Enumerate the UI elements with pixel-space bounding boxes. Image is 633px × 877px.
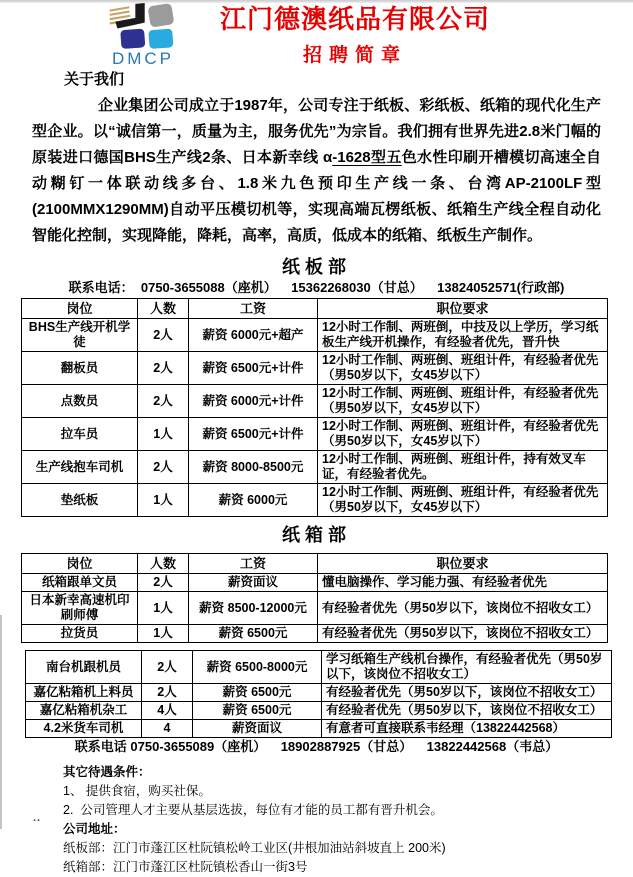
page-edge-line xyxy=(0,615,2,829)
cell-requirement: 学习纸箱生产线机台操作，有经验者优先（男50岁以下，该岗位不招收女工） xyxy=(322,651,612,684)
cell-position: 翻板员 xyxy=(22,352,138,385)
stray-marks: .. xyxy=(33,812,42,824)
table-row xyxy=(22,451,608,484)
cell-requirement: 有经验者优先（男50岁以下，该岗位不招收女工） xyxy=(322,684,612,702)
carton-section-title: 纸箱部 xyxy=(282,525,351,545)
header-position: 岗位 xyxy=(22,554,138,574)
cell-requirement: 12小时工作制、两班倒、班组计件，有经验者优先（男50岁以下，女45岁以下） xyxy=(318,352,608,385)
cell-count: 2人 xyxy=(138,451,189,484)
cell-position: 纸箱跟单文员 xyxy=(22,574,138,592)
cell-position: BHS生产线开机学徒 xyxy=(22,319,138,352)
cell-count: 2人 xyxy=(138,385,189,418)
cell-count: 2人 xyxy=(138,352,189,385)
cell-count: 2人 xyxy=(138,319,189,352)
table-row xyxy=(22,484,608,517)
cell-position: 点数员 xyxy=(22,385,138,418)
about-text-1: 企业集团公司成立于1987年，公司专注于纸板、彩纸板、纸箱的现代化生产型企业。以“诚信第一，质量为主，服务优先”为宗旨。我们拥有世界先进2.8米门幅的原装进口德国BHS生产线2条、日本新幸线 α xyxy=(32,97,601,166)
cell-requirement: 有意者可直接联系韦经理（13822442568） xyxy=(322,720,612,738)
cell-requirement: 12小时工作制、两班倒、班组计件，持有效叉车证，有经验者优先。 xyxy=(318,451,608,484)
table-row xyxy=(22,625,608,643)
cell-requirement: 12小时工作制、两班倒、班组计件，有经验者优先（男50岁以下，女45岁以下） xyxy=(318,385,608,418)
table-header-row xyxy=(22,554,608,574)
cell-salary: 薪资 6000元+计件 xyxy=(189,385,318,418)
doc-title: 招聘简章 xyxy=(302,45,407,66)
cell-position: 嘉亿粘箱机上料员 xyxy=(26,684,142,702)
cell-position: 嘉亿粘箱机杂工 xyxy=(26,702,142,720)
cell-count: 1人 xyxy=(138,625,189,643)
table-split-gap xyxy=(0,643,633,648)
cell-requirement: 有经验者优先（男50岁以下，该岗位不招收女工） xyxy=(322,702,612,720)
company-logo xyxy=(95,3,191,68)
cell-salary: 薪资 6500元+计件 xyxy=(189,352,318,385)
header-salary: 工资 xyxy=(189,554,318,574)
carton-contact-line: 联系电话 0750-3655089（座机） 18902887925（甘总） 13822442568（韦总） xyxy=(74,739,559,754)
address-item: 纸板部：江门市蓬江区杜阮镇松岭工业区(井根加油站斜坡直上 200米) xyxy=(63,841,446,855)
cell-count: 2人 xyxy=(138,574,189,592)
cell-salary: 薪资 6500元 xyxy=(193,702,322,720)
header-salary: 工资 xyxy=(189,299,318,319)
header-count: 人数 xyxy=(138,554,189,574)
cell-requirement: 12小时工作制、两班倒、班组计件，有经验者优先（男50岁以下，女45岁以下） xyxy=(318,484,608,517)
table-row xyxy=(22,319,608,352)
table-row xyxy=(26,651,612,684)
cell-requirement: 12小时工作制、两班倒，中技及以上学历，学习纸板生产线开机操作，有经验者优先，晋升快 xyxy=(318,319,608,352)
table-header-row xyxy=(22,299,608,319)
header-requirement: 职位要求 xyxy=(318,554,608,574)
cell-count: 1人 xyxy=(138,418,189,451)
cell-salary: 薪资 8500-12000元 xyxy=(189,592,318,625)
document-header xyxy=(0,0,633,68)
title-block xyxy=(185,4,525,67)
table-row xyxy=(26,720,612,738)
cell-salary: 薪资 6000元 xyxy=(189,484,318,517)
carton-jobs-table-upper xyxy=(21,553,608,643)
address-item: 纸箱部：江门市蓬江区杜阮镇松香山一街3号 xyxy=(63,860,308,874)
board-section-title: 纸板部 xyxy=(282,257,351,277)
about-text-2: 色水性印刷开槽模切高速全自动糊钉一体联动线多台、1.8米九色预印生产线一条、台湾AP-2100LF型(2100MMX1290MM)自动平压模切机等，实现高端瓦楞纸板、纸箱生产线全程自动化智能化控制，实现降能，降耗，高率，高质，低成本的纸箱、纸板生产制作。 xyxy=(32,149,601,244)
cell-position: 4.2米货车司机 xyxy=(26,720,142,738)
board-jobs-table xyxy=(21,298,608,517)
document-footer xyxy=(63,763,633,877)
cell-salary: 薪资面议 xyxy=(189,574,318,592)
table-row xyxy=(22,592,608,625)
table-row xyxy=(22,418,608,451)
about-paragraph xyxy=(32,93,601,249)
header-requirement: 职位要求 xyxy=(318,299,608,319)
carton-jobs-table-lower xyxy=(25,650,612,738)
cell-requirement: 有经验者优先（男50岁以下，该岗位不招收女工） xyxy=(318,592,608,625)
cell-position: 日本新幸高速机印刷师傅 xyxy=(22,592,138,625)
cell-salary: 薪资 8000-8500元 xyxy=(189,451,318,484)
logo-text: DMCP xyxy=(111,49,175,68)
cell-count: 2人 xyxy=(142,651,193,684)
cell-position: 生产线抱车司机 xyxy=(22,451,138,484)
about-text-underlined: -1628型五 xyxy=(332,149,402,166)
cell-requirement: 懂电脑操作、学习能力强、有经验者优先 xyxy=(318,574,608,592)
cell-count: 4人 xyxy=(142,702,193,720)
table-row xyxy=(22,352,608,385)
cell-salary: 薪资面议 xyxy=(193,720,322,738)
cell-position: 南台机跟机员 xyxy=(26,651,142,684)
company-name: 江门德澳纸品有限公司 xyxy=(219,4,490,34)
cell-count: 2人 xyxy=(142,684,193,702)
cell-salary: 薪资 6500元 xyxy=(189,625,318,643)
board-contact-line: 联系电话： 0750-3655088（座机） 15362268030（甘总） 13824052571(行政部) xyxy=(68,280,565,295)
cell-position: 垫纸板 xyxy=(22,484,138,517)
table-row xyxy=(22,574,608,592)
cell-salary: 薪资 6500元 xyxy=(193,684,322,702)
header-count: 人数 xyxy=(138,299,189,319)
cell-requirement: 有经验者优先（男50岁以下，该岗位不招收女工） xyxy=(318,625,608,643)
cell-salary: 薪资 6500元+计件 xyxy=(189,418,318,451)
logo-pinwheel-icon xyxy=(95,3,191,49)
cell-salary: 薪资 6500-8000元 xyxy=(193,651,322,684)
cell-count: 1人 xyxy=(138,484,189,517)
header-position: 岗位 xyxy=(22,299,138,319)
table-row xyxy=(22,385,608,418)
benefit-item: 2. 公司管理人才主要从基层选拔，每位有才能的员工都有晋升机会。 xyxy=(63,803,443,817)
cell-count: 1人 xyxy=(138,592,189,625)
cell-salary: 薪资 6000元+超产 xyxy=(189,319,318,352)
benefits-heading: 其它待遇条件： xyxy=(63,765,151,779)
address-heading: 公司地址： xyxy=(63,822,126,836)
benefit-item: 1、 提供食宿，购买社保。 xyxy=(63,784,211,798)
cell-count: 4 xyxy=(142,720,193,738)
cell-position: 拉车员 xyxy=(22,418,138,451)
about-heading: 关于我们 xyxy=(64,71,125,88)
cell-position: 拉货员 xyxy=(22,625,138,643)
table-row xyxy=(26,702,612,720)
cell-requirement: 12小时工作制、两班倒、班组计件，有经验者优先（男50岁以下，女45岁以下） xyxy=(318,418,608,451)
table-row xyxy=(26,684,612,702)
